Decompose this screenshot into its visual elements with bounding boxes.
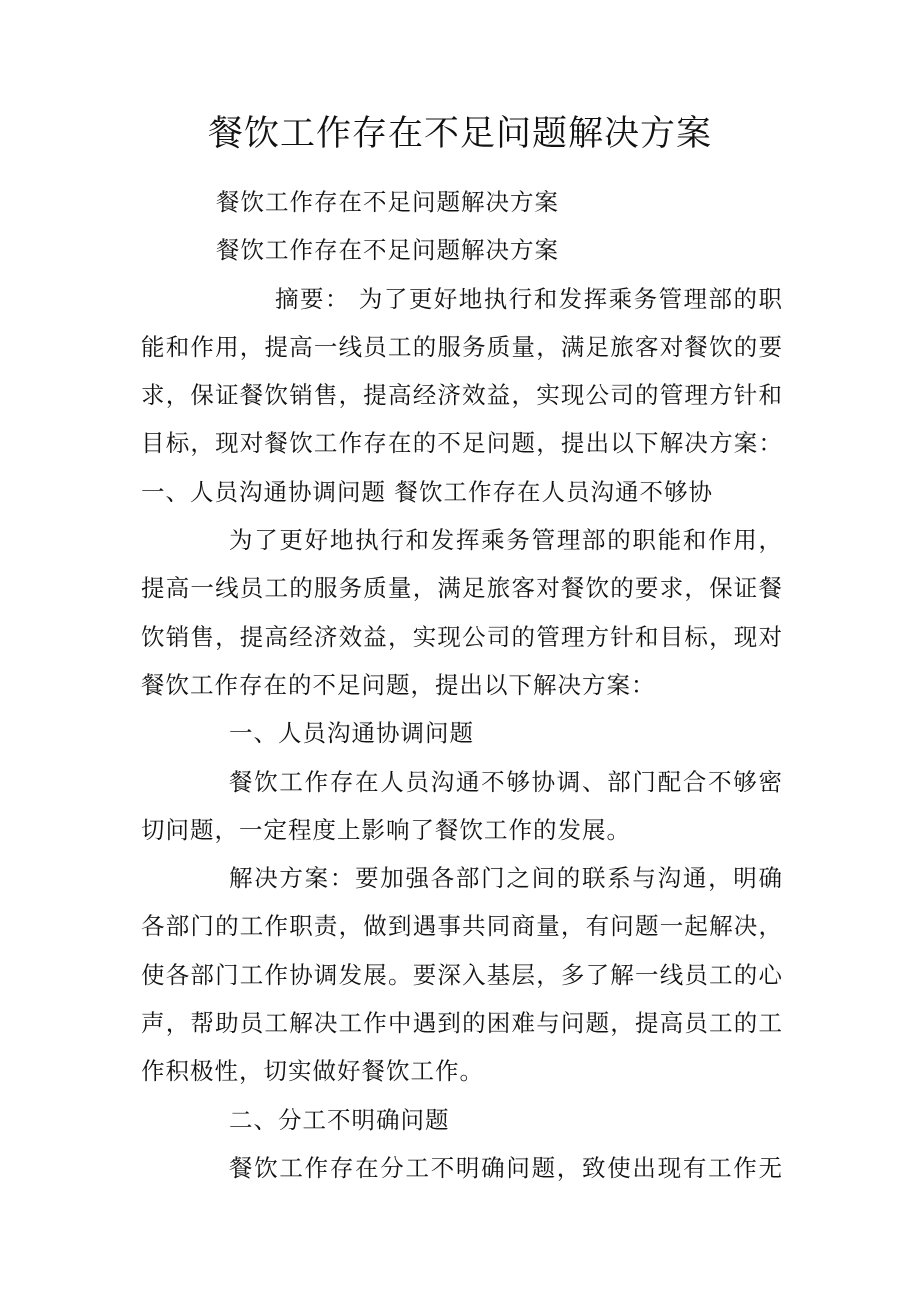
paragraph-start-line: 餐饮工作存在分工不明确问题，致使出现有工作无 [229,1153,783,1182]
subtitle-line: 餐饮工作存在不足问题解决方案 [216,236,559,265]
body-line: 求，保证餐饮销售，提高经济效益，实现公司的管理方针和 [141,381,783,410]
body-line: 能和作用，提高一线员工的服务质量，满足旅客对餐饮的要 [141,332,783,361]
document-title: 餐饮工作存在不足问题解决方案 [207,114,712,154]
paragraph-start-line: 为了更好地执行和发挥乘务管理部的职能和作用， [229,526,783,555]
section-heading: 二、分工不明确问题 [229,1105,450,1134]
section-heading: 一、人员沟通协调问题 [229,719,474,748]
body-line: 切问题，一定程度上影响了餐饮工作的发展。 [141,815,631,844]
body-line: 作积极性，切实做好餐饮工作。 [141,1057,484,1086]
body-line: 提高一线员工的服务质量，满足旅客对餐饮的要求，保证餐 [141,574,783,603]
document-body [141,178,783,1192]
body-line: 使各部门工作协调发展。要深入基层，多了解一线员工的心 [141,960,783,989]
paragraph-start-line: 解决方案：要加强各部门之间的联系与沟通，明确 [229,864,783,893]
abstract-line: 摘要： 为了更好地执行和发挥乘务管理部的职 [275,284,783,313]
body-line: 一、人员沟通协调问题 餐饮工作存在人员沟通不够协 [141,477,713,506]
paragraph-start-line: 餐饮工作存在人员沟通不够协调、部门配合不够密 [229,767,783,796]
subtitle-line: 餐饮工作存在不足问题解决方案 [216,188,559,216]
body-line: 餐饮工作存在的不足问题，提出以下解决方案： [141,670,656,699]
body-line: 目标，现对餐饮工作存在的不足问题，提出以下解决方案： [141,429,783,458]
body-line: 各部门的工作职责，做到遇事共同商量，有问题一起解决， [141,912,783,941]
body-line: 饮销售，提高经济效益，实现公司的管理方针和目标，现对 [141,622,783,651]
body-line: 声，帮助员工解决工作中遇到的困难与问题，提高员工的工 [141,1009,783,1038]
